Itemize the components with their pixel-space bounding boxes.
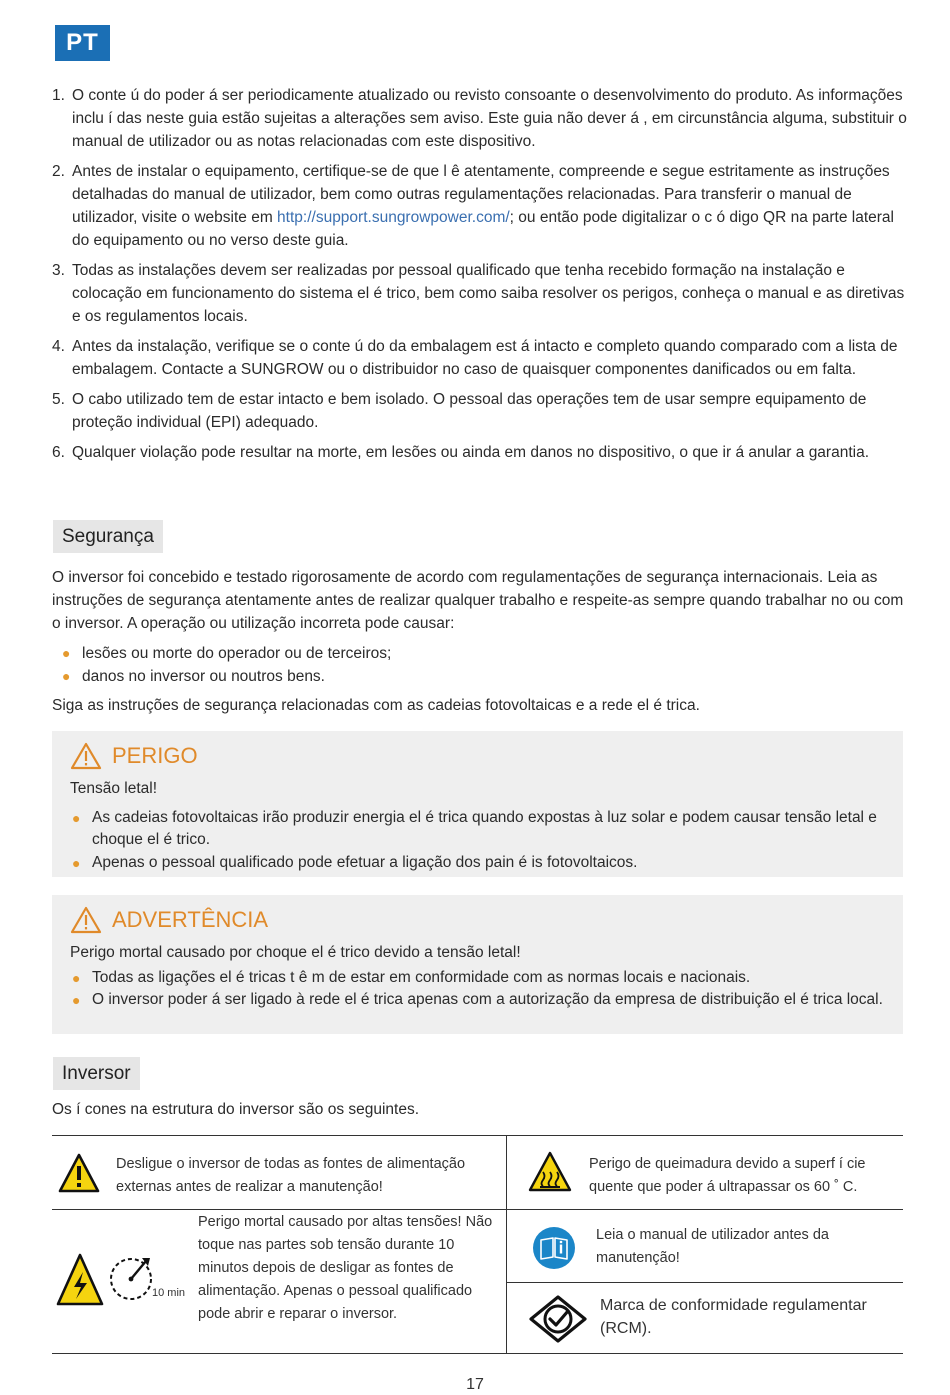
list-item [70, 807, 885, 852]
item-number: 3. [52, 262, 65, 279]
safety-heading: Segurança [53, 520, 163, 553]
list-item [52, 259, 912, 328]
list-item [70, 967, 885, 990]
icon-description: Perigo de queimadura devido a superf í cie quente que poder á ultrapassar os 60 ˚ C. [589, 1156, 866, 1195]
item-text: Antes da instalação, verifique se o conte ú do da embalagem est á intacto e completo quando comparado com a lista de embalagem. Contacte a SUNGROW ou o distribuidor no caso de quaisquer componentes danificados ou em falta. [72, 338, 898, 378]
bullet-text: O inversor poder á ser ligado à rede el é trica apenas com a autorização da empresa de distribuição el é trica local. [92, 991, 883, 1008]
icon-description: Desligue o inversor de todas as fontes de alimentação externas antes de realizar a manutenção! [116, 1156, 466, 1195]
inverter-intro: Os í cones na estrutura do inversor são os seguintes. [52, 1101, 420, 1118]
list-item [52, 160, 912, 252]
table-divider [507, 1282, 903, 1283]
warning-triangle-icon [70, 906, 102, 934]
support-link[interactable]: http://support.sungrowpower.com/ [277, 209, 510, 226]
danger-box [52, 731, 903, 877]
bullet-icon: ● [62, 668, 71, 684]
item-number: 4. [52, 338, 65, 355]
bullet-text: As cadeias fotovoltaicas irão produzir energia el é trica quando expostas à luz solar e podem causar tensão letal e choque el é trico. [92, 808, 877, 848]
bullet-text: lesões ou morte do operador ou de terceiros; [82, 645, 392, 662]
list-item [70, 989, 885, 1012]
bullet-text: Apenas o pessoal qualificado pode efetuar a ligação dos pain é is fotovoltaicos. [92, 853, 638, 871]
high-voltage-icon [56, 1252, 104, 1307]
rcm-mark-icon [528, 1294, 588, 1344]
icon-description: Leia o manual de utilizador antes da manutenção! [596, 1227, 829, 1266]
item-number: 5. [52, 391, 65, 408]
item-text-before: Antes de instalar o equipamento, certifique-se de que l ê atentamente, compreende e segue estritamente as instruções detalhadas do manual de utilizador, bem como outras regulamentações relacionadas. Para transferir o manual de utilizador, visite o website em [72, 163, 890, 226]
list-item [52, 388, 912, 434]
read-manual-icon [532, 1226, 576, 1270]
item-text: O cabo utilizado tem de estar intacto e bem isolado. O pessoal das operações tem de usar sempre equipamento de proteção individual (EPI) adequado. [72, 391, 867, 431]
item-text: Todas as instalações devem ser realizadas por pessoal qualificado que tenha recebido formação na instalação e colocação em funcionamento do sistema el é trico, bem como saiba resolver os perigos, conheça o manual e as diretivas e os regulamentos locais. [72, 262, 905, 325]
item-number: 6. [52, 444, 65, 461]
bullet-icon: ● [72, 969, 81, 986]
hot-surface-icon [528, 1150, 572, 1194]
icon-description: Perigo mortal causado por altas tensões! Não toque nas partes sob tensão durante 10 minutos depois de desligar as fontes de alimentação. Apenas o pessoal qualificado pode abrir e reparar o inversor. [198, 1214, 493, 1322]
safety-intro: O inversor foi concebido e testado rigorosamente de acordo com regulamentações de segurança internacionais. Leia as instruções de segurança atentamente antes de realizar qualquer trabalho e respeite-as sempre quando trabalhar no ou com o inversor. A operação ou utilização incorreta pode causar: [52, 569, 904, 632]
item-text-after: ; ou então pode digitalizar o c ó digo QR na parte lateral do equipamento ou no verso deste guia. [72, 209, 894, 249]
bullet-text: danos no inversor ou noutros bens. [82, 668, 325, 685]
warning-triangle-icon [58, 1152, 100, 1194]
bullet-icon: ● [72, 992, 81, 1008]
warning-triangle-icon [70, 742, 102, 770]
warning-title: ADVERTÊNCIA [112, 906, 269, 932]
list-item [52, 665, 912, 688]
list-item [52, 642, 912, 665]
icon-description: Marca de conformidade regulamentar (RCM). [600, 1297, 867, 1337]
danger-subtitle: Tensão letal! [70, 780, 158, 797]
list-item [52, 84, 912, 153]
safety-closing: Siga as instruções de segurança relacionadas com as cadeias fotovoltaicas e a rede el é trica. [52, 697, 700, 714]
item-number: 2. [52, 163, 65, 180]
inverter-heading: Inversor [53, 1057, 140, 1090]
bullet-text: Todas as ligações el é tricas t ê m de estar em conformidade com as normas locais e nacionais. [92, 968, 751, 986]
item-text [72, 160, 912, 252]
intro-list [52, 84, 912, 471]
timer-icon [106, 1252, 156, 1304]
icon-table [52, 1135, 903, 1354]
danger-title: PERIGO [112, 742, 198, 768]
list-item [52, 335, 912, 381]
bullet-icon: ● [72, 854, 81, 871]
list-item [70, 852, 885, 875]
table-divider [52, 1209, 903, 1210]
item-text: Qualquer violação pode resultar na morte, em lesões ou ainda em danos no dispositivo, o que ir á anular a garantia. [72, 444, 870, 461]
danger-title-row [70, 739, 885, 773]
table-divider [506, 1136, 507, 1353]
warning-box [52, 895, 903, 1034]
list-item [52, 441, 912, 464]
language-badge: PT [55, 25, 110, 61]
safety-section [52, 566, 912, 717]
warning-subtitle: Perigo mortal causado por choque el é trico devido a tensão letal! [70, 944, 521, 961]
bullet-icon: ● [62, 645, 71, 661]
item-text: O conte ú do poder á ser periodicamente atualizado ou revisto consoante o desenvolvimento do produto. As informações inclu í das neste guia estão sujeitas a alterações sem aviso. Este guia não dever á , em circunstância alguma, substituir o manual de utilizador ou as notas relacionadas com este dispositivo. [72, 87, 907, 150]
item-number: 1. [52, 87, 65, 104]
timer-label: 10 min [152, 1287, 186, 1299]
bullet-icon: ● [72, 809, 81, 826]
page-number: 17 [466, 1376, 484, 1393]
warning-title-row [70, 903, 885, 937]
